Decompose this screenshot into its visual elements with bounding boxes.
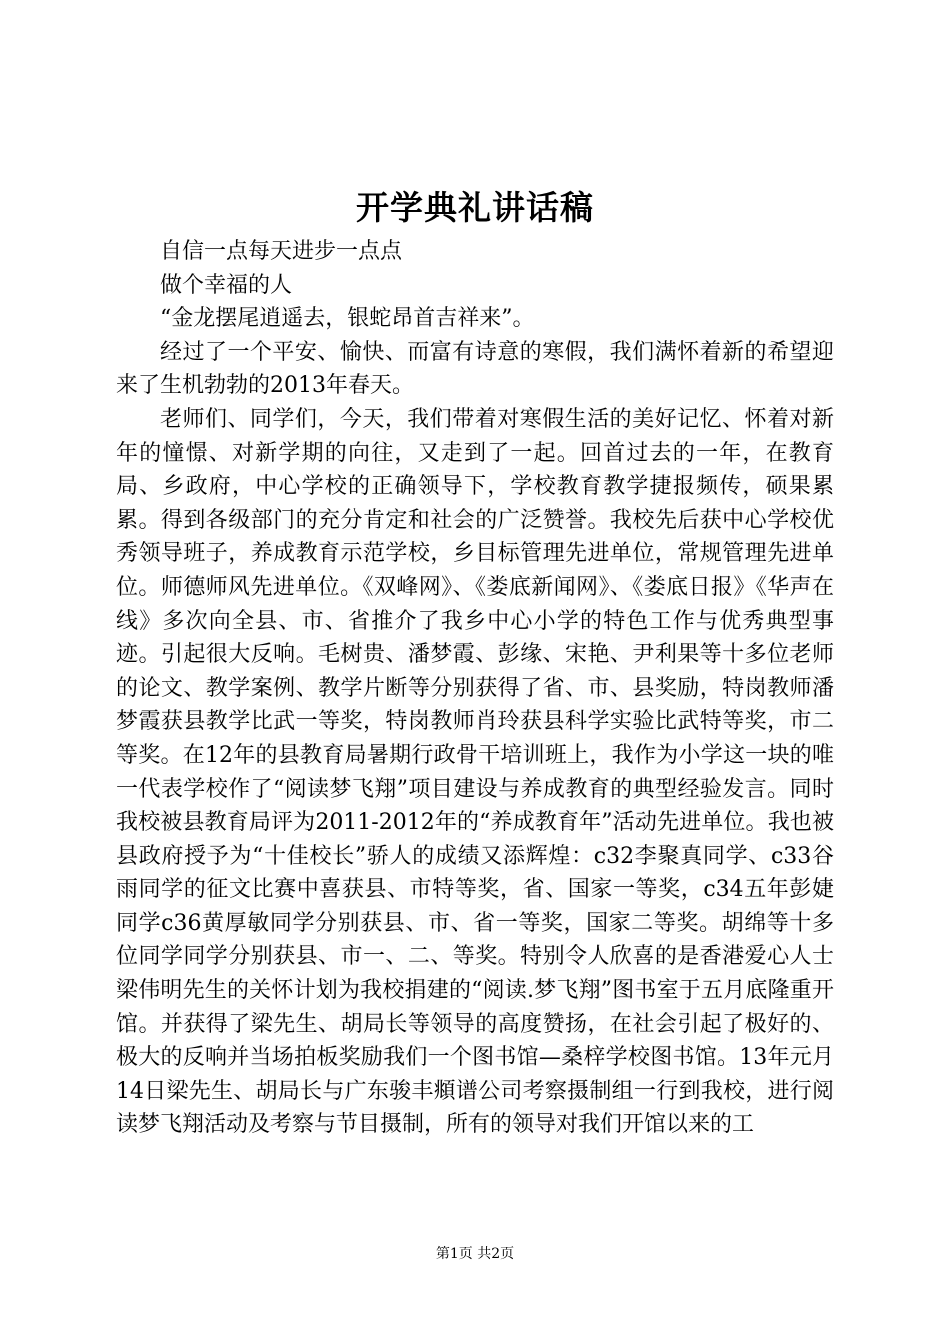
document-title: 开学典礼讲话稿 [356,188,594,227]
paragraph-motto: 自信一点每天进步一点点 [160,239,403,264]
paragraph-review: 老师们、同学们，今天，我们带着对寒假生活的美好记忆、怀着对新年的憧憬、对新学期的向往，又走到了一起。回首过去的一年，在教育局、乡政府，中心学校的正确领导下，学校教育教学捷报频传，硕果累累。得到各级部门的充分肯定和社会的广泛赞誉。我校先后获中心学校优秀领导班子，养成教育示范学校，乡目标管理先进单位，常规管理先进单位。师德师风先进单位。《双峰网》、《娄底新闻网》、《娄底日报》《华声在线》多次向全县、市、省推介了我乡中心小学的特色工作与优秀典型事迹。引起很大反响。毛树贵、潘梦霞、彭缘、宋艳、尹利果等十多位老师的论文、教学案例、教学片断等分别获得了省、市、县奖励，特岗教师潘梦霞获县教学比武一等奖，特岗教师肖玲获县科学实验比武特等奖，市二等奖。在12年的县教育局暑期行政骨干培训班上，我作为小学这一块的唯一代表学校作了“阅读梦飞翔”项目建设与养成教育的典型经验发言。同时我校被县教育局评为2011-2012年的“养成教育年”活动先进单位。我也被县政府授予为“十佳校长”骄人的成绩又添辉煌：c32李聚真同学、c33谷雨同学的征文比赛中喜获县、市特等奖，省、国家一等奖，c34五年彭婕同学c36黄厚敏同学分别获县、市、省一等奖，国家二等奖。胡绵等十多位同学同学分别获县、市一、二、等奖。特别令人欣喜的是香港爱心人士梁伟明先生的关怀计划为我校捐建的“阅读.梦飞翔”图书室于五月底隆重开馆。并获得了梁先生、胡局长等领导的高度赞扬，在社会引起了极好的、极大的反响并当场拍板奖励我们一个图书馆—桑梓学校图书馆。13年元月14日梁先生、胡局长与广东骏丰頫谱公司考察摄制组一行到我校，进行阅读梦飞翔活动及考察与节目摄制，所有的领导对我们开馆以来的工 [116,406,835,1138]
paragraph-couplet: “金龙摆尾逍遥去，银蛇昂首吉祥来”。 [160,306,535,332]
page-number-footer: 第1页 共2页 [435,1246,515,1262]
paragraph-intro: 经过了一个平安、愉快、而富有诗意的寒假，我们满怀着新的希望迎来了生机勃勃的2013年春天。 [116,339,834,399]
document-body [116,235,834,1142]
paragraph-happy-person: 做个幸福的人 [160,272,293,298]
